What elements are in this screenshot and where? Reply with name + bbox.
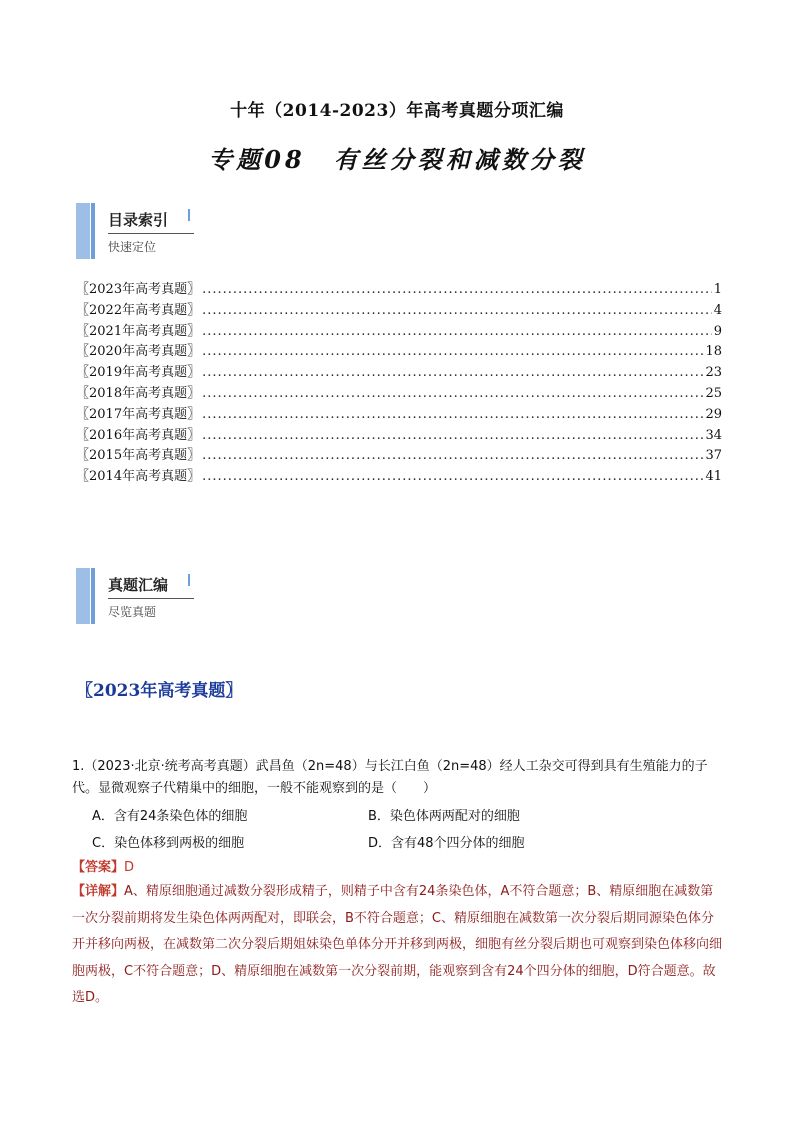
- toc-entry-label: 〖2015年高考真题〗: [76, 448, 201, 464]
- option-d: D．含有48个四分体的细胞: [368, 836, 525, 851]
- toc-entry[interactable]: [76, 444, 722, 465]
- question-stem: 1.（2023·北京·统考高考真题）武昌鱼（2n=48）与长江白鱼（2n=48）经人工杂交可得到具有生殖能力的子代。显微观察子代精巢中的细胞，一般不能观察到的是（ ）: [72, 759, 708, 796]
- toc-entry-label: 〖2023年高考真题〗: [76, 282, 201, 297]
- explanation-tag: 【详解】: [72, 884, 125, 899]
- toc-entry[interactable]: [76, 320, 722, 341]
- section-bar-decoration: [76, 203, 90, 259]
- toc-entry[interactable]: [76, 424, 722, 445]
- toc-entry-page: 18: [705, 344, 722, 360]
- toc-entry-page: 34: [705, 427, 722, 443]
- toc-entry-page: 25: [705, 385, 722, 401]
- toc-entry-page: 9: [713, 323, 722, 339]
- table-of-contents: [76, 278, 722, 486]
- toc-entry[interactable]: [76, 382, 722, 403]
- toc-entry-label: 〖2018年高考真题〗: [76, 385, 201, 401]
- toc-entry[interactable]: [76, 278, 722, 299]
- toc-leader-dots: [202, 324, 712, 339]
- toc-entry-page: 29: [705, 406, 722, 422]
- questions-section-title: 真题汇编: [108, 576, 169, 594]
- toc-entry-page: 37: [705, 448, 722, 464]
- explanation: [72, 879, 724, 1012]
- toc-entry[interactable]: [76, 361, 722, 382]
- answer-value: D: [124, 860, 135, 875]
- toc-leader-dots: [202, 407, 703, 422]
- document-subtitle: 专题08 有丝分裂和减数分裂: [208, 145, 586, 174]
- questions-section-header: [76, 568, 236, 624]
- document-title: 十年（2014-2023）年高考真题分项汇编: [230, 101, 564, 121]
- toc-leader-dots: [202, 344, 703, 359]
- toc-entry-label: 〖2021年高考真题〗: [76, 323, 201, 339]
- section-tick-decoration: [188, 574, 190, 586]
- toc-entry-label: 〖2017年高考真题〗: [76, 406, 201, 422]
- section-bar-accent: [91, 203, 95, 259]
- toc-leader-dots: [202, 428, 703, 443]
- section-underline: [108, 598, 194, 599]
- toc-leader-dots: [202, 282, 712, 297]
- toc-entry-label: 〖2020年高考真题〗: [76, 344, 201, 360]
- toc-leader-dots: [202, 469, 703, 484]
- toc-section-title: 目录索引: [108, 211, 169, 229]
- toc-leader-dots: [202, 365, 703, 380]
- answer-tag: 【答案】: [72, 860, 125, 875]
- question-options: [92, 803, 724, 857]
- section-bar-decoration: [76, 568, 90, 624]
- option-c: C．染色体移到两极的细胞: [92, 836, 245, 851]
- toc-section-desc: 快速定位: [108, 240, 157, 254]
- question-block: [72, 756, 724, 1012]
- explanation-text: A、精原细胞通过减数分裂形成精子，则精子中含有24条染色体，A不符合题意；B、精原细胞在减数第一次分裂前期将发生染色体两两配对，即联会，B不符合题意；C、精原细胞在减数第一次分裂后期同源染色体分开并移向两极，在减数第二次分裂后期姐妹染色单体分开并移到两极，细胞有丝分裂后期也可观察到染色体移向细胞两极，C不符合题意；D、精原细胞在减数第一次分裂前期，能观察到含有24个四分体的细胞，D符合题意。故选D。: [72, 884, 723, 1005]
- toc-entry[interactable]: [76, 299, 722, 320]
- year-heading: 〖2023年高考真题〗: [76, 681, 243, 701]
- toc-entry[interactable]: [76, 403, 722, 424]
- toc-leader-dots: [202, 386, 703, 401]
- answer-line: [72, 857, 724, 879]
- section-underline: [108, 233, 194, 234]
- section-tick-decoration: [188, 209, 190, 221]
- toc-entry-label: 〖2014年高考真题〗: [76, 469, 201, 485]
- toc-entry-page: 23: [705, 365, 722, 381]
- toc-entry-page: 1: [713, 282, 722, 297]
- toc-section-header: [76, 203, 236, 259]
- toc-entry-label: 〖2022年高考真题〗: [76, 302, 201, 318]
- toc-entry-page: 4: [713, 302, 722, 318]
- toc-leader-dots: [202, 303, 712, 318]
- toc-entry-label: 〖2016年高考真题〗: [76, 427, 201, 443]
- option-a: A．含有24条染色体的细胞: [92, 809, 248, 824]
- toc-entry-page: 41: [705, 469, 722, 485]
- toc-entry[interactable]: [76, 340, 722, 361]
- toc-leader-dots: [202, 448, 703, 463]
- section-bar-accent: [91, 568, 95, 624]
- toc-entry-label: 〖2019年高考真题〗: [76, 365, 201, 381]
- toc-entry[interactable]: [76, 465, 722, 486]
- option-b: B．染色体两两配对的细胞: [368, 809, 520, 824]
- questions-section-desc: 尽览真题: [108, 605, 157, 619]
